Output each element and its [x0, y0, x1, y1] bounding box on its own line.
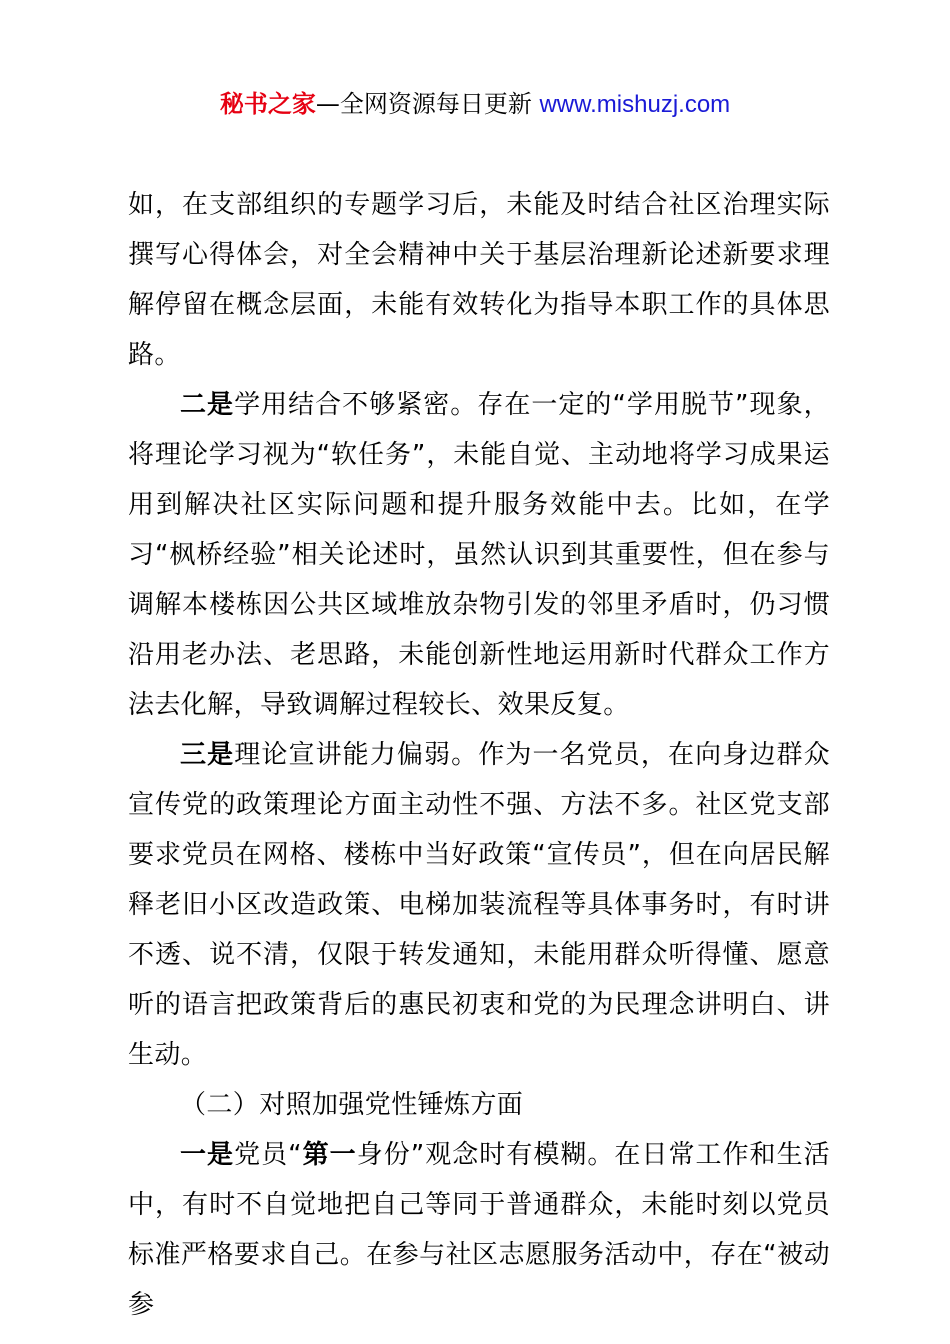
paragraph-text: 党员“: [234, 1140, 302, 1170]
paragraph-continued: [128, 180, 830, 380]
point-lead: 三是: [180, 740, 235, 770]
document-body: [128, 180, 830, 1330]
site-url-link[interactable]: www.mishuzj.com: [539, 91, 731, 118]
document-header: [0, 86, 950, 123]
section-heading-text: （二）对照加强党性锤炼方面: [180, 1090, 524, 1120]
section-heading: [128, 1080, 830, 1130]
header-tagline: —全网资源每日更新: [315, 90, 540, 118]
paragraph-text: 学用结合不够紧密。存在一定的“学用脱节”现象，将理论学习视为“软任务”，未能自觉、主动地将学习成果运用到解决社区实际问题和提升服务效能中去。比如，在学习“枫桥经验”相关论述时，虽然认识到其重要性，但在参与调解本楼栋因公共区域堆放杂物引发的邻里矛盾时，仍习惯沿用老办法、老思路，未能创新性地运用新时代群众工作方法去化解，导致调解过程较长、效果反复。: [128, 390, 830, 720]
emphasis-text: 第一: [302, 1140, 357, 1170]
paragraph-point-three: [128, 730, 830, 1080]
point-lead: 二是: [180, 390, 235, 420]
brand-name: 秘书之家: [219, 90, 316, 118]
paragraph-text: 理论宣讲能力偏弱。作为一名党员，在向身边群众宣传党的政策理论方面主动性不强、方法不多。社区党支部要求党员在网格、楼栋中当好政策“宣传员”，但在向居民解释老旧小区改造政策、电梯加装流程等具体事务时，有时讲不透、说不清，仅限于转发通知，未能用群众听得懂、愿意听的语言把政策背后的惠民初衷和党的为民理念讲明白、讲生动。: [128, 740, 830, 1070]
point-lead: 一是: [180, 1140, 235, 1170]
paragraph-text: 身份”观念时有模糊。在日常工作和生活中，有时不自觉地把自己等同于普通群众，未能时刻以党员标准严格要求自己。在参与社区志愿服务活动中，存在“被动参: [128, 1140, 831, 1320]
paragraph-point-two: [128, 380, 830, 730]
paragraph-text: 如，在支部组织的专题学习后，未能及时结合社区治理实际撰写心得体会，对全会精神中关于基层治理新论述新要求理解停留在概念层面，未能有效转化为指导本职工作的具体思路。: [128, 190, 830, 370]
paragraph-point-one: [128, 1130, 830, 1330]
